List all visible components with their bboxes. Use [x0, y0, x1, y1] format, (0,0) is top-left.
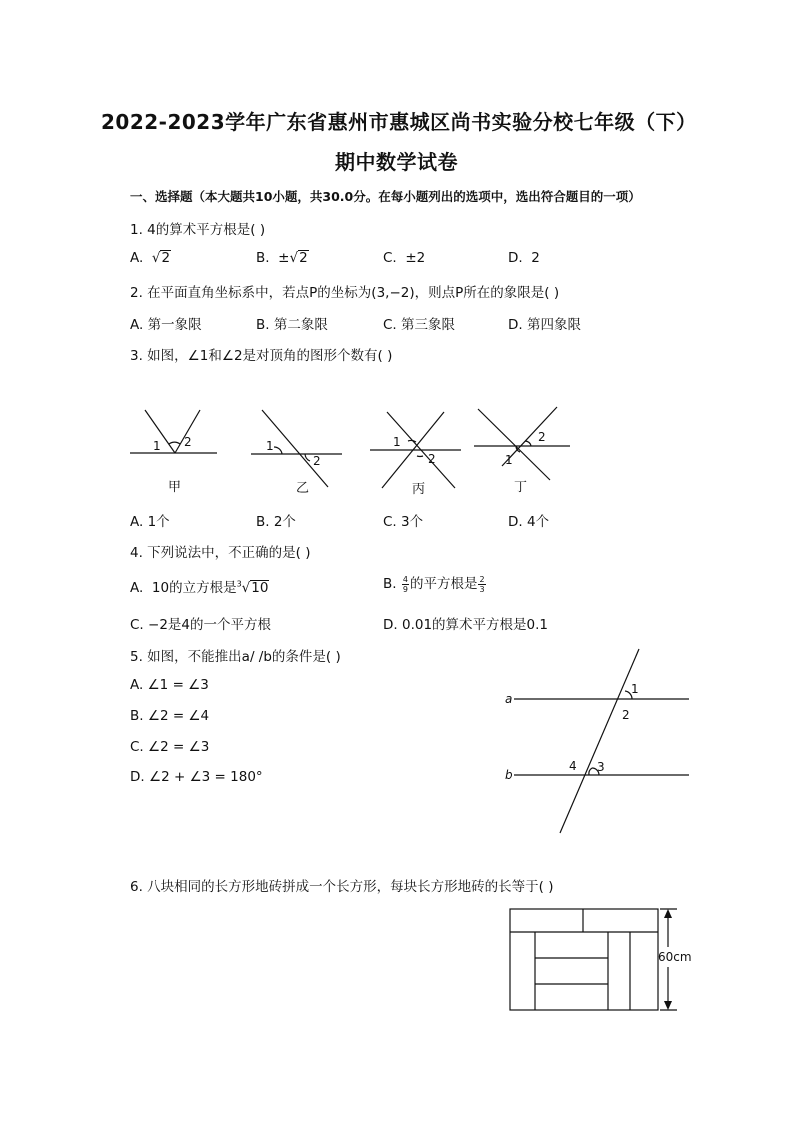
fig-label-jia: 甲 [168, 480, 182, 495]
q3-option-c: C. 3个 [383, 514, 424, 530]
transversal [560, 649, 639, 833]
dim-arrow-down [664, 1001, 672, 1010]
angle-3-label: 3 [597, 760, 605, 774]
q1-option-c: C. ±2 [383, 250, 426, 266]
line-a-label: a [505, 692, 513, 706]
dim-arrow-up [664, 909, 672, 918]
q1-option-a: A. √2 [130, 250, 171, 266]
q3-option-d: D. 4个 [508, 514, 550, 530]
q1-option-d: D. 2 [508, 250, 540, 266]
q2-option-c: C. 第三象限 [383, 317, 456, 333]
q4-option-d: D. 0.01的算术平方根是0.1 [383, 617, 549, 633]
fig-yi-arc-2 [305, 454, 310, 461]
q4-option-a: A. 10的立方根是$^3$√10 [130, 579, 269, 596]
q5-option-a: A. ∠1 = ∠3 [130, 677, 209, 693]
q4-option-c: C. −2是4的一个平方根 [130, 617, 271, 633]
fig-yi-angle-2: 2 [313, 454, 321, 468]
page-subtitle: 期中数学试卷 [335, 150, 458, 174]
fig-label-yi: 乙 [296, 481, 310, 496]
angle-4-arc [589, 768, 592, 775]
fig-label-ding: 丁 [514, 480, 528, 495]
question-4-stem: 4. 下列说法中，不正确的是( ) [130, 545, 311, 561]
fig-jia-arc [169, 442, 180, 444]
q5-figure [500, 645, 695, 840]
angle-2-label: 2 [622, 708, 630, 722]
page-title: 2022-2023学年广东省惠州市惠城区尚书实验分校七年级（下） [101, 110, 697, 134]
q5-option-b: B. ∠2 = ∠4 [130, 708, 210, 724]
q5-option-c: C. ∠2 = ∠3 [130, 739, 210, 755]
fig-yi-arc-1 [274, 447, 282, 454]
fig-ding-line-1 [478, 409, 550, 480]
fig-jia-angle-1: 1 [153, 439, 161, 453]
q2-option-d: D. 第四象限 [508, 317, 581, 333]
fig-label-bing: 丙 [412, 482, 426, 497]
q4-option-b: B. $\frac{4}{9}$ 的平方根是 $\frac{2}{3}$ [383, 574, 485, 594]
q3-option-a: A. 1个 [130, 514, 170, 530]
fig-ding-angle-2: 2 [538, 430, 546, 444]
fig-bing-arc-2 [417, 456, 423, 457]
question-6-stem: 6. 八块相同的长方形地砖拼成一个长方形，每块长方形地砖的长等于( ) [130, 879, 554, 895]
question-3-stem: 3. 如图，∠1和∠2是对顶角的图形个数有( ) [130, 348, 393, 364]
angle-4-label: 4 [569, 759, 577, 773]
question-2-stem: 2. 在平面直角坐标系中，若点P的坐标为(3,−2)，则点P所在的象限是( ) [130, 285, 560, 301]
outer-rectangle [510, 909, 658, 1010]
q3-figures [120, 400, 590, 505]
fig-ding-angle-1: 1 [505, 453, 513, 467]
question-1-stem: 1. 4的算术平方根是( ) [130, 222, 266, 238]
fig-yi-angle-1: 1 [266, 439, 274, 453]
line-b-label: b [505, 768, 513, 782]
q1-option-b: B. ±√2 [256, 250, 308, 266]
fig-jia-angle-2: 2 [184, 435, 192, 449]
angle-1-label: 1 [631, 682, 639, 696]
q2-option-a: A. 第一象限 [130, 317, 202, 333]
q3-option-b: B. 2个 [256, 514, 296, 530]
fig-ding-arc-1 [525, 441, 531, 446]
fig-bing-arc-1 [408, 440, 416, 442]
question-5-stem: 5. 如图，不能推出a/ /b的条件是( ) [130, 649, 341, 665]
fig-bing-angle-1: 1 [393, 435, 401, 449]
q6-figure [505, 905, 695, 1013]
q2-option-b: B. 第二象限 [256, 317, 328, 333]
fig-bing-angle-2: 2 [428, 452, 436, 466]
q5-option-d: D. ∠2 + ∠3 = 180° [130, 769, 263, 785]
section-heading: 一、选择题（本大题共10小题，共30.0分。在每小题列出的选项中，选出符合题目的一项） [130, 189, 641, 204]
height-label: 60cm [658, 950, 692, 964]
